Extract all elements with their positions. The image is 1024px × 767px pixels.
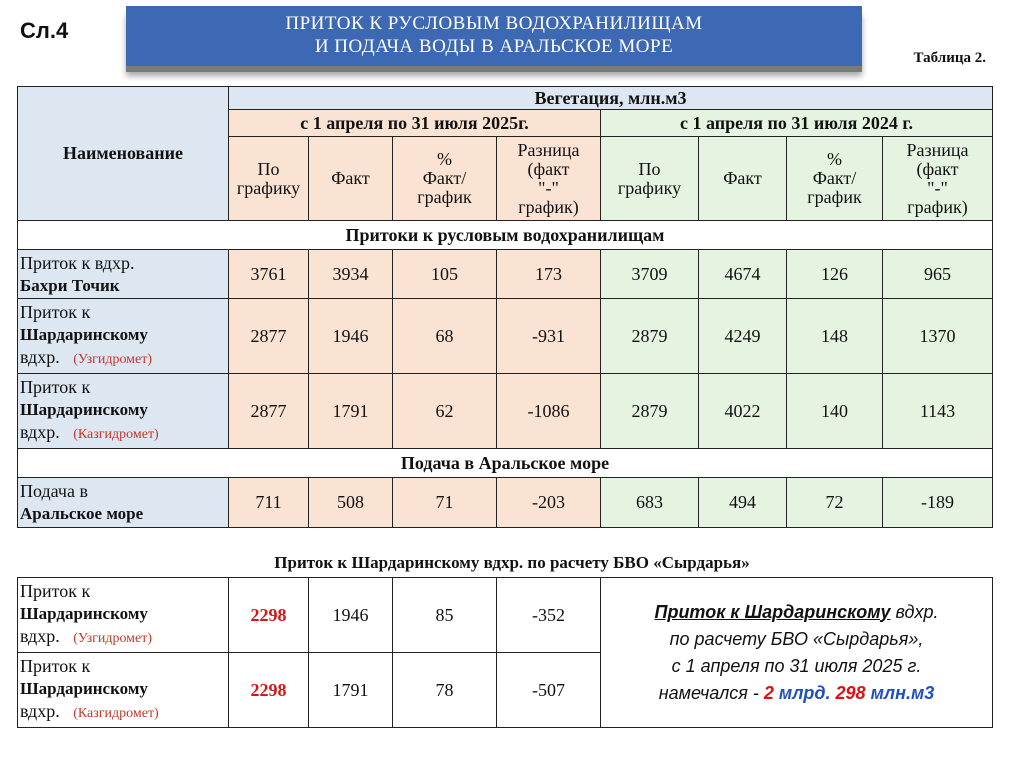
main-table	[17, 86, 993, 528]
row-name: Приток к Шардаринскому вдхр. (Казгидромет)	[18, 653, 229, 728]
col-fact-2024: Факт	[699, 137, 787, 221]
header-period-2025: с 1 апреля по 31 июля 2025г.	[229, 110, 601, 137]
header-vegetation: Вегетация, млн.м3	[229, 87, 993, 110]
header-period-2024: с 1 апреля по 31 июля 2024 г.	[601, 110, 993, 137]
cell: 1946	[309, 578, 393, 653]
row-name: Подача в Аральское море	[18, 478, 229, 528]
table-row	[18, 250, 993, 299]
row-name: Приток к Шардаринскому вдхр. (Казгидромет)	[18, 374, 229, 449]
col-diff-2024: Разница (факт "-" график)	[883, 137, 993, 221]
cell: -507	[497, 653, 601, 728]
cell: 1791	[309, 653, 393, 728]
cell: 2877	[229, 299, 309, 374]
cell: 3709	[601, 250, 699, 299]
title-banner	[126, 6, 862, 66]
table-caption: Таблица 2.	[913, 50, 986, 66]
cell: 965	[883, 250, 993, 299]
cell: 2877	[229, 374, 309, 449]
subtitle-bvo: Приток к Шардаринскому вдхр. по расчету БВО «Сырдарья»	[274, 553, 750, 572]
col-plan-2024: По графику	[601, 137, 699, 221]
col-fact: Факт	[309, 137, 393, 221]
row-name: Приток к Шардаринскому вдхр. (Узгидромет)	[18, 299, 229, 374]
table-row	[18, 299, 993, 374]
bvo-table	[17, 577, 993, 728]
cell: -203	[497, 478, 601, 528]
cell: 2879	[601, 299, 699, 374]
cell: 72	[787, 478, 883, 528]
cell: 3761	[229, 250, 309, 299]
section-aral: Подача в Аральское море	[18, 449, 993, 478]
col-diff: Разница (факт "-" график)	[497, 137, 601, 221]
col-pct: % Факт/ график	[393, 137, 497, 221]
cell: 2298	[229, 578, 309, 653]
header-name: Наименование	[18, 87, 229, 221]
cell: 78	[393, 653, 497, 728]
cell: 2298	[229, 653, 309, 728]
cell: 4674	[699, 250, 787, 299]
table-row	[18, 578, 993, 653]
cell: 126	[787, 250, 883, 299]
col-plan: По графику	[229, 137, 309, 221]
cell: -1086	[497, 374, 601, 449]
col-pct-2024: % Факт/ график	[787, 137, 883, 221]
cell: 85	[393, 578, 497, 653]
cell: 1946	[309, 299, 393, 374]
cell: 62	[393, 374, 497, 449]
cell: 711	[229, 478, 309, 528]
cell: 1370	[883, 299, 993, 374]
cell: -352	[497, 578, 601, 653]
row-name: Приток к Шардаринскому вдхр. (Узгидромет)	[18, 578, 229, 653]
cell: 71	[393, 478, 497, 528]
cell: -931	[497, 299, 601, 374]
cell: 173	[497, 250, 601, 299]
title-line-2: И ПОДАЧА ВОДЫ В АРАЛЬСКОЕ МОРЕ	[314, 36, 674, 57]
cell: 4022	[699, 374, 787, 449]
cell: 683	[601, 478, 699, 528]
cell: 508	[309, 478, 393, 528]
cell: 68	[393, 299, 497, 374]
note-cell: Приток к Шардаринскому вдхр. по расчету БВО «Сырдарья», с 1 апреля по 31 июля 2025 г. намечался - 2 млрд. 298 млн.м3	[601, 578, 993, 728]
cell: 105	[393, 250, 497, 299]
cell: 3934	[309, 250, 393, 299]
cell: 4249	[699, 299, 787, 374]
title-line-1: ПРИТОК К РУСЛОВЫМ ВОДОХРАНИЛИЩАМ	[285, 13, 703, 34]
cell: -189	[883, 478, 993, 528]
cell: 140	[787, 374, 883, 449]
cell: 1791	[309, 374, 393, 449]
slide-label: Сл.4	[20, 18, 69, 43]
cell: 148	[787, 299, 883, 374]
table-row	[18, 374, 993, 449]
table-row	[18, 478, 993, 528]
cell: 1143	[883, 374, 993, 449]
row-name: Приток к вдхр. Бахри Точик	[18, 250, 229, 299]
cell: 2879	[601, 374, 699, 449]
cell: 494	[699, 478, 787, 528]
section-inflows: Притоки к русловым водохранилищам	[18, 221, 993, 250]
